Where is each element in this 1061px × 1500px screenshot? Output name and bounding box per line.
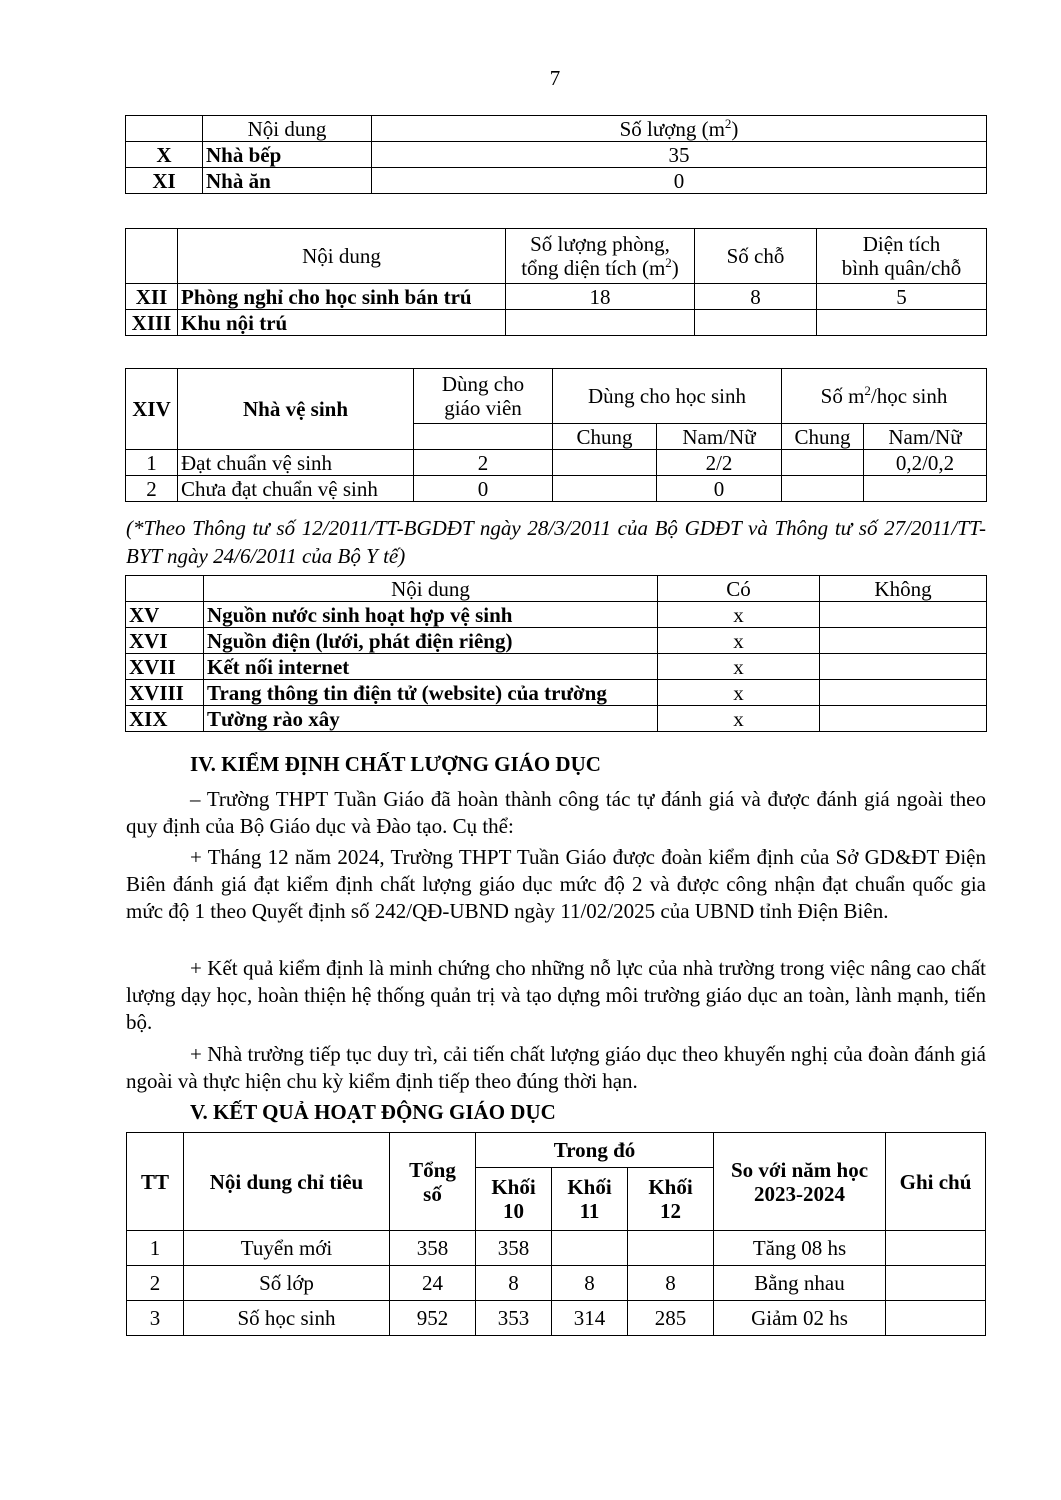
header-average (817, 229, 987, 284)
row-average (817, 310, 987, 336)
header-code: XIV (126, 369, 178, 450)
header-no: Không (820, 576, 987, 602)
row-content: Số học sinh (184, 1301, 390, 1336)
row-grade-11 (552, 1231, 628, 1266)
row-student-common (553, 450, 657, 476)
row-name: Phòng nghỉ cho học sinh bán trú (178, 284, 506, 310)
header-yes: Có (658, 576, 820, 602)
table-row (127, 1231, 986, 1266)
section-4-paragraph-1 (126, 786, 986, 840)
header-content: Nội dung (204, 576, 658, 602)
row-note (886, 1231, 986, 1266)
section-4-paragraph-3 (126, 955, 986, 1036)
row-value: 35 (372, 142, 987, 168)
row-name: Nhà ăn (203, 168, 372, 194)
table-row (126, 706, 987, 732)
paragraph-text: + Nhà trường tiếp tục duy trì, cải tiến chất lượng giáo dục theo khuyến nghị của đoàn đánh giá ngoài và thực hiện chu kỳ kiểm định tiếp theo đúng thời hạn. (126, 1042, 986, 1093)
header-average-line1: Diện tích (862, 232, 941, 256)
row-rooms (506, 310, 695, 336)
header-grade-11 (552, 1168, 628, 1231)
row-code: XVI (126, 628, 204, 654)
regulation-note: (*Theo Thông tư số 12/2011/TT-BGDĐT ngày 28/3/2011 của Bộ GDĐT và Thông tư số 27/2011/TT-BYT ngày 24/6/2011 của Bộ Y tế) (126, 516, 986, 568)
section-4-paragraph-2 (126, 844, 986, 925)
paragraph-text: – Trường THPT Tuần Giáo đã hoàn thành công tác tự đánh giá và được đánh giá ngoài theo quy định của Bộ Giáo dục và Đào tạo. Cụ thể: (126, 787, 986, 838)
facilities-checklist-table (125, 575, 987, 732)
table-header-row (126, 229, 987, 284)
header-quantity (372, 116, 987, 142)
sub-common-2: Chung (782, 424, 864, 450)
row-no: 1 (126, 450, 178, 476)
header-rooms-sup: 2 (665, 255, 672, 270)
row-note (886, 1266, 986, 1301)
header-teacher-line1: Dùng cho (441, 372, 525, 396)
row-student-mf: 0 (657, 476, 782, 502)
row-no (820, 602, 987, 628)
table-header-row (126, 576, 987, 602)
row-compare: Giảm 02 hs (714, 1301, 886, 1336)
row-m2-mf (864, 476, 987, 502)
row-tt: 1 (127, 1231, 184, 1266)
header-blank (126, 116, 203, 142)
header-grade-12-line2: 12 (660, 1199, 681, 1223)
row-total: 358 (390, 1231, 476, 1266)
header-grade-12 (628, 1168, 714, 1231)
header-grade-10-line1: Khối (491, 1175, 536, 1199)
row-compare: Tăng 08 hs (714, 1231, 886, 1266)
header-compare-line1: So với năm học (730, 1157, 869, 1182)
row-grade-12: 8 (628, 1266, 714, 1301)
header-seats: Số chỗ (695, 229, 817, 284)
header-total (390, 1133, 476, 1231)
row-rooms: 18 (506, 284, 695, 310)
row-grade-10: 358 (476, 1231, 552, 1266)
section-4-paragraph-4 (126, 1041, 986, 1095)
row-yes: x (658, 706, 820, 732)
row-no: 2 (126, 476, 178, 502)
header-rooms-end: ) (671, 256, 679, 280)
row-no (820, 706, 987, 732)
header-per-student-end: /học sinh (870, 384, 948, 408)
header-compare-line2: 2023-2024 (754, 1181, 845, 1206)
row-no (820, 654, 987, 680)
row-m2-common (782, 476, 864, 502)
section-4-title: IV. KIỂM ĐỊNH CHẤT LƯỢNG GIÁO DỤC (190, 752, 601, 776)
header-of-which: Trong đó (476, 1133, 714, 1168)
row-name: Tường rào xây (204, 706, 658, 732)
sub-male-female: Nam/Nữ (657, 424, 782, 450)
table-row (126, 654, 987, 680)
row-m2-common (782, 450, 864, 476)
row-name: Khu nội trú (178, 310, 506, 336)
row-yes: x (658, 602, 820, 628)
row-name: Nguồn nước sinh hoạt hợp vệ sinh (204, 602, 658, 628)
row-name: Trang thông tin điện tử (website) của trường (204, 680, 658, 706)
row-code: XVII (126, 654, 204, 680)
header-blank (126, 229, 178, 284)
header-grade-12-line1: Khối (648, 1175, 693, 1199)
row-code: XI (126, 168, 203, 194)
row-total: 24 (390, 1266, 476, 1301)
header-quantity-end: ) (731, 116, 739, 141)
table-header-row (127, 1133, 986, 1168)
header-quantity-sup: 2 (724, 115, 732, 131)
header-rooms-line1: Số lượng phòng, (530, 232, 670, 256)
sub-male-female-2: Nam/Nữ (864, 424, 987, 450)
row-name: Đạt chuẩn vệ sinh (178, 450, 414, 476)
table-row (126, 476, 987, 502)
header-average-line2: bình quân/chỗ (841, 256, 962, 280)
header-compare (714, 1133, 886, 1231)
row-grade-11: 8 (552, 1266, 628, 1301)
row-yes: x (658, 680, 820, 706)
paragraph-text: + Tháng 12 năm 2024, Trường THPT Tuần Giáo được đoàn kiểm định của Sở GD&ĐT Điện Biên đánh giá đạt kiểm định chất lượng giáo dục mức độ 2 và được công nhận đạt chuẩn quốc gia mức độ 1 theo Quyết định số 242/QĐ-UBND ngày 11/02/2025 của UBND tỉnh Điện Biên. (126, 845, 986, 923)
row-seats: 8 (695, 284, 817, 310)
paragraph-text: + Kết quả kiểm định là minh chứng cho những nỗ lực của nhà trường trong việc nâng cao chất lượng dạy học, hoàn thiện hệ thống quản trị và tạo dựng môi trường giáo dục an toàn, lành mạnh, tiến bộ. (126, 956, 986, 1034)
row-total: 952 (390, 1301, 476, 1336)
sub-common: Chung (553, 424, 657, 450)
header-grade-10-line2: 10 (503, 1199, 524, 1223)
header-rooms-area (506, 229, 695, 284)
row-student-mf: 2/2 (657, 450, 782, 476)
section-5-title: V. KẾT QUẢ HOẠT ĐỘNG GIÁO DỤC (190, 1100, 556, 1124)
boarding-rooms-table (125, 228, 987, 336)
row-code: XIX (126, 706, 204, 732)
table-row (127, 1301, 986, 1336)
table-row (127, 1266, 986, 1301)
row-tt: 2 (127, 1266, 184, 1301)
header-per-student-sup: 2 (864, 383, 871, 398)
header-note: Ghi chú (886, 1133, 986, 1231)
header-grade-10 (476, 1168, 552, 1231)
row-grade-10: 8 (476, 1266, 552, 1301)
header-content: Nội dung chỉ tiêu (184, 1133, 390, 1231)
header-tt: TT (127, 1133, 184, 1231)
row-compare: Bằng nhau (714, 1266, 886, 1301)
header-student: Dùng cho học sinh (553, 369, 782, 424)
header-rooms-line2-text: tổng diện tích (m (521, 256, 666, 280)
header-teacher-line2: giáo viên (444, 396, 522, 420)
header-total-line2: số (423, 1181, 442, 1206)
toilets-table (125, 368, 987, 502)
row-code: XV (126, 602, 204, 628)
row-grade-10: 353 (476, 1301, 552, 1336)
header-grade-11-line2: 11 (579, 1199, 600, 1223)
header-per-student (782, 369, 987, 424)
table-row (126, 310, 987, 336)
header-per-student-text: Số m (820, 384, 865, 408)
header-teacher (414, 369, 553, 424)
row-code: XIII (126, 310, 178, 336)
row-grade-12: 285 (628, 1301, 714, 1336)
header-total-line1: Tổng (409, 1157, 456, 1182)
row-grade-12 (628, 1231, 714, 1266)
row-code: XII (126, 284, 178, 310)
header-blank (126, 576, 204, 602)
table-row (126, 168, 987, 194)
row-yes: x (658, 654, 820, 680)
row-no (820, 680, 987, 706)
row-code: XVIII (126, 680, 204, 706)
table-header-row (126, 369, 987, 424)
header-content: Nội dung (178, 229, 506, 284)
row-seats (695, 310, 817, 336)
page-number: 7 (549, 66, 561, 90)
row-name: Kết nối internet (204, 654, 658, 680)
header-quantity-label: Số lượng (m (619, 116, 725, 141)
header-rooms-line2 (509, 256, 691, 280)
row-average: 5 (817, 284, 987, 310)
table-row (126, 450, 987, 476)
row-teacher: 0 (414, 476, 553, 502)
row-name: Nguồn điện (lưới, phát điện riêng) (204, 628, 658, 654)
row-teacher: 2 (414, 450, 553, 476)
row-student-common (553, 476, 657, 502)
row-value: 0 (372, 168, 987, 194)
header-name: Nhà vệ sinh (178, 369, 414, 450)
row-tt: 3 (127, 1301, 184, 1336)
row-grade-11: 314 (552, 1301, 628, 1336)
table-row (126, 602, 987, 628)
header-teacher-blank (414, 424, 553, 450)
header-content: Nội dung (203, 116, 372, 142)
table-row (126, 142, 987, 168)
row-code: X (126, 142, 203, 168)
row-name: Chưa đạt chuẩn vệ sinh (178, 476, 414, 502)
row-content: Số lớp (184, 1266, 390, 1301)
table-row (126, 284, 987, 310)
table-header-row (126, 116, 987, 142)
kitchen-dining-table (125, 115, 987, 194)
table-row (126, 628, 987, 654)
education-results-table (126, 1132, 986, 1336)
row-yes: x (658, 628, 820, 654)
row-content: Tuyển mới (184, 1231, 390, 1266)
table-row (126, 680, 987, 706)
row-no (820, 628, 987, 654)
row-m2-mf: 0,2/0,2 (864, 450, 987, 476)
header-grade-11-line1: Khối (567, 1175, 612, 1199)
row-name: Nhà bếp (203, 142, 372, 168)
row-note (886, 1301, 986, 1336)
